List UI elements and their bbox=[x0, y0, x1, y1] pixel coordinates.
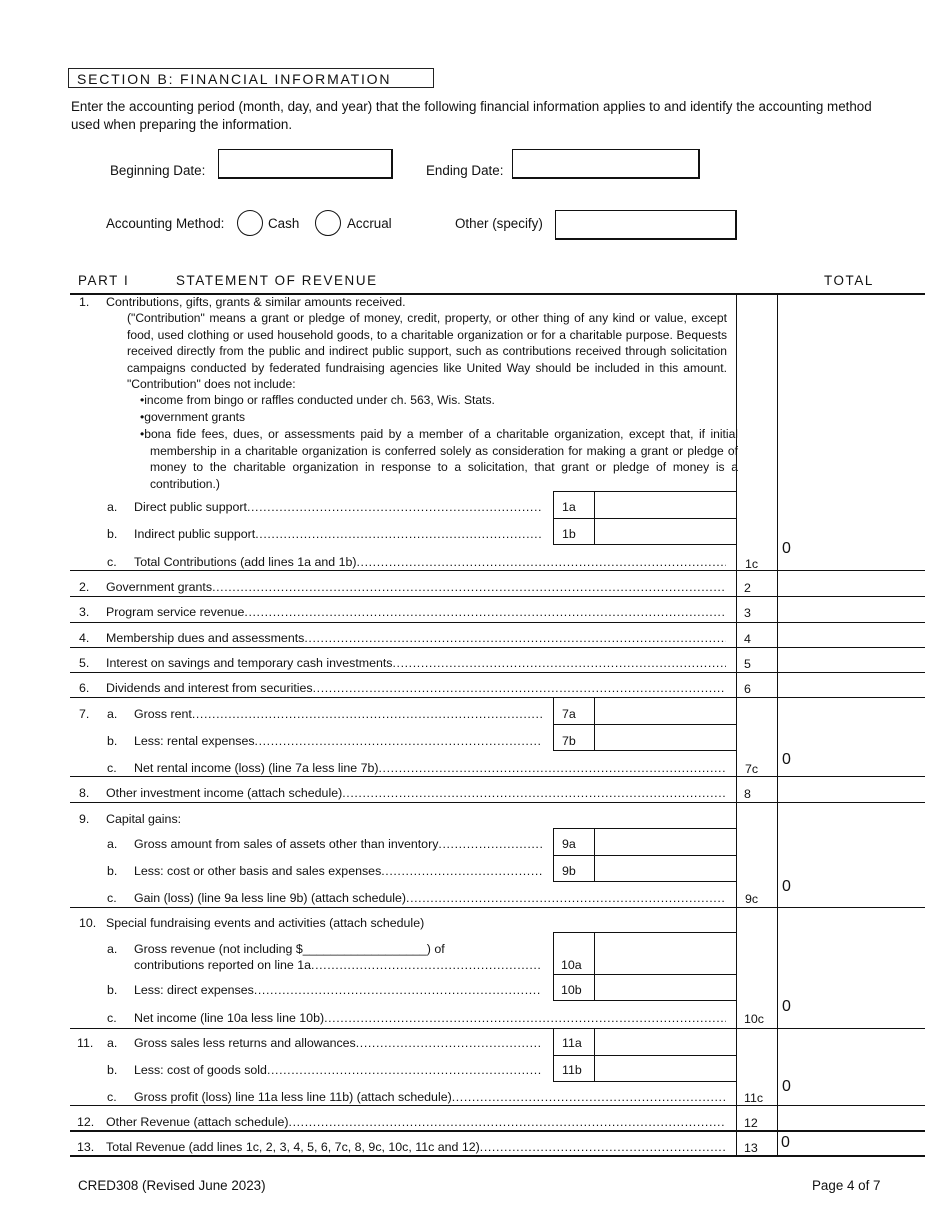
line3-label: Program service revenue bbox=[106, 605, 245, 619]
line12-text bbox=[106, 1115, 726, 1129]
line-letter: b. bbox=[107, 527, 118, 541]
line-letter: c. bbox=[107, 1011, 117, 1025]
line9a-text bbox=[134, 837, 542, 851]
line7a-label: Gross rent bbox=[134, 707, 192, 721]
input-1a[interactable] bbox=[597, 493, 733, 516]
line10b-text bbox=[134, 983, 542, 997]
line-letter: b. bbox=[107, 983, 118, 997]
row-rule bbox=[70, 907, 925, 908]
line-number: 10. bbox=[79, 916, 97, 930]
line-number: 5. bbox=[79, 656, 90, 670]
subtotal-divider bbox=[553, 518, 736, 519]
line-letter: b. bbox=[107, 734, 118, 748]
total-10c[interactable]: 0 bbox=[782, 998, 791, 1015]
code-4: 4 bbox=[744, 632, 751, 646]
input-1b[interactable] bbox=[597, 520, 733, 543]
line10c-label: Net income (line 10a less line 10b) bbox=[134, 1011, 325, 1025]
code-10b: 10b bbox=[561, 983, 582, 997]
bullet-text: government grants bbox=[144, 410, 246, 424]
line1b-label: Indirect public support bbox=[134, 527, 256, 541]
definition-bullet bbox=[140, 409, 738, 426]
row-rule bbox=[70, 672, 925, 673]
input-11a[interactable] bbox=[597, 1030, 733, 1053]
code-3: 3 bbox=[744, 606, 751, 620]
subtotal-divider bbox=[553, 974, 736, 975]
code-9c: 9c bbox=[745, 892, 759, 906]
accrual-radio[interactable] bbox=[315, 210, 341, 236]
code-7b: 7b bbox=[562, 734, 576, 748]
code-12: 12 bbox=[744, 1116, 758, 1130]
line11b-text bbox=[134, 1063, 542, 1077]
line-letter: c. bbox=[107, 555, 117, 569]
line4-text bbox=[106, 631, 726, 645]
row-rule bbox=[70, 622, 925, 623]
code-11b: 11b bbox=[562, 1063, 582, 1077]
code-1c: 1c bbox=[745, 557, 759, 571]
accrual-label: Accrual bbox=[347, 216, 392, 231]
row-rule bbox=[70, 802, 925, 803]
line4-label: Membership dues and assessments bbox=[106, 631, 305, 645]
line11a-label: Gross sales less returns and allowances bbox=[134, 1036, 356, 1050]
line-letter: a. bbox=[107, 707, 118, 721]
line9c-label: Gain (loss) (line 9a less line 9b) (attach schedule) bbox=[134, 891, 407, 905]
line1a-label: Direct public support bbox=[134, 500, 247, 514]
row-rule bbox=[70, 596, 925, 597]
line8-label: Other investment income (attach schedule) bbox=[106, 786, 343, 800]
code-11a: 11a bbox=[562, 1036, 582, 1050]
line3-text bbox=[106, 605, 726, 619]
line10a-text-1: Gross revenue (not including $__________________) of bbox=[134, 942, 445, 956]
code-7c: 7c bbox=[745, 762, 759, 776]
other-method-field[interactable] bbox=[555, 210, 737, 240]
bullet-marker: • bbox=[140, 410, 145, 424]
row-rule bbox=[70, 1105, 925, 1106]
row-rule bbox=[70, 697, 925, 698]
line11c-label: Gross profit (loss) line 11a less line 11b) (attach schedule) bbox=[134, 1090, 452, 1104]
total-13[interactable]: 0 bbox=[781, 1134, 790, 1151]
line-letter: c. bbox=[107, 761, 117, 775]
line-letter: b. bbox=[107, 1063, 118, 1077]
line-number: 4. bbox=[79, 631, 90, 645]
line-number: 8. bbox=[79, 786, 90, 800]
line-number: 6. bbox=[79, 681, 90, 695]
input-7b[interactable] bbox=[597, 726, 733, 749]
page-number: Page 4 of 7 bbox=[812, 1178, 881, 1193]
subtotal-divider bbox=[553, 1028, 554, 1082]
row-rule bbox=[70, 776, 925, 777]
section-title: SECTION B: FINANCIAL INFORMATION bbox=[68, 68, 434, 88]
row-rule bbox=[70, 647, 925, 648]
input-10b[interactable] bbox=[597, 976, 733, 999]
input-9b[interactable] bbox=[597, 857, 733, 880]
line11b-label: Less: cost of goods sold bbox=[134, 1063, 267, 1077]
cash-radio[interactable] bbox=[237, 210, 263, 236]
contribution-definition: ("Contribution" means a grant or pledge of money, credit, property, or other thing of any kind or value, except food, used clothing or used household goods, to a charitable organization or for a charitable purpose. Bequests received directly from the public and indirect public support, such as contributions received through solicitation campaigns conducted by federated fundraising agencies like United Way should be included in this amount. "Contribution" does not include: bbox=[127, 311, 727, 392]
input-9a[interactable] bbox=[597, 830, 733, 853]
line-number: 1. bbox=[79, 295, 90, 309]
line9b-text bbox=[134, 864, 542, 878]
subtotal-divider bbox=[553, 855, 736, 856]
definition-bullet bbox=[140, 392, 738, 409]
subtotal-divider bbox=[553, 697, 554, 751]
cash-label: Cash bbox=[268, 216, 300, 231]
line-number: 9. bbox=[79, 812, 90, 826]
part-label: PART I bbox=[78, 273, 130, 288]
code-10a: 10a bbox=[561, 958, 582, 972]
line7c-label: Net rental income (loss) (line 7a less line 7b) bbox=[134, 761, 379, 775]
line-letter: c. bbox=[107, 891, 117, 905]
line10a-label: contributions reported on line 1a bbox=[134, 958, 312, 972]
ending-date-field[interactable] bbox=[512, 149, 700, 179]
row-rule bbox=[70, 1130, 925, 1132]
line1c-label: Total Contributions (add lines 1a and 1b) bbox=[134, 555, 357, 569]
line6-label: Dividends and interest from securities bbox=[106, 681, 313, 695]
total-11c[interactable]: 0 bbox=[782, 1078, 791, 1095]
line1c-text bbox=[134, 555, 726, 569]
beginning-date-label: Beginning Date: bbox=[110, 163, 206, 178]
row-rule bbox=[70, 570, 925, 571]
line-letter: a. bbox=[107, 942, 118, 956]
bullet-text: bona fide fees, dues, or assessments paid by a member of a charitable organization, except that, if initial membership in a charitable organization is conferred solely as consideration for making a grant or pledge of money to the charitable organization in response to a solicitation, that grant or pledge of money is a contribution.) bbox=[144, 427, 738, 491]
line5-label: Interest on savings and temporary cash investments bbox=[106, 656, 393, 670]
part-title: STATEMENT OF REVENUE bbox=[176, 273, 378, 288]
total-9c[interactable]: 0 bbox=[782, 878, 791, 895]
table-bottom-rule bbox=[70, 1155, 925, 1157]
code-2: 2 bbox=[744, 581, 751, 595]
line5-text bbox=[106, 656, 726, 670]
line-number: 3. bbox=[79, 605, 90, 619]
bullet-marker: • bbox=[140, 393, 145, 407]
line8-text bbox=[106, 786, 726, 800]
input-11b[interactable] bbox=[597, 1057, 733, 1080]
code-1a: 1a bbox=[562, 500, 576, 514]
beginning-date-field[interactable] bbox=[218, 149, 393, 179]
code-5: 5 bbox=[744, 657, 751, 671]
line9b-label: Less: cost or other basis and sales expenses bbox=[134, 864, 382, 878]
line7b-label: Less: rental expenses bbox=[134, 734, 255, 748]
line9c-text bbox=[134, 891, 726, 905]
total-header: TOTAL bbox=[824, 273, 874, 288]
line2-text bbox=[106, 580, 726, 594]
code-10c: 10c bbox=[744, 1012, 764, 1026]
line12-label: Other Revenue (attach schedule) bbox=[106, 1115, 289, 1129]
line10a-text-2 bbox=[134, 958, 542, 972]
line-number: 2. bbox=[79, 580, 90, 594]
subtotal-divider bbox=[553, 724, 736, 725]
line-letter: a. bbox=[107, 837, 118, 851]
total-column-rule bbox=[777, 294, 778, 1156]
line2-label: Government grants bbox=[106, 580, 213, 594]
subtotal-divider bbox=[553, 1055, 736, 1056]
line-letter: b. bbox=[107, 864, 118, 878]
code-7a: 7a bbox=[562, 707, 576, 721]
code-13: 13 bbox=[744, 1141, 758, 1155]
line9-text: Capital gains: bbox=[106, 812, 182, 826]
intro-text: Enter the accounting period (month, day, and year) that the following financial information applies to and identify the accounting method used when preparing the information. bbox=[71, 99, 872, 132]
form-id: CRED308 (Revised June 2023) bbox=[78, 1178, 266, 1193]
line9a-label: Gross amount from sales of assets other than inventory bbox=[134, 837, 439, 851]
subtotal-divider bbox=[594, 932, 595, 1001]
line1a-text bbox=[134, 500, 542, 514]
code-9b: 9b bbox=[562, 864, 576, 878]
accounting-method-label: Accounting Method: bbox=[106, 216, 225, 231]
line10-text: Special fundraising events and activities (attach schedule) bbox=[106, 916, 425, 930]
ending-date-label: Ending Date: bbox=[426, 163, 504, 178]
line6-text bbox=[106, 681, 726, 695]
line10b-label: Less: direct expenses bbox=[134, 983, 254, 997]
line-number: 13. bbox=[77, 1140, 95, 1154]
line7c-text bbox=[134, 761, 726, 775]
line13-text bbox=[106, 1140, 726, 1154]
line13-label: Total Revenue (add lines 1c, 2, 3, 4, 5, 6, 7c, 8, 9c, 10c, 11c and 12) bbox=[106, 1140, 480, 1154]
line7b-text bbox=[134, 734, 542, 748]
code-1b: 1b bbox=[562, 527, 576, 541]
bullet-text: income from bingo or raffles conducted under ch. 563, Wis. Stats. bbox=[144, 393, 495, 407]
line10c-text bbox=[134, 1011, 726, 1025]
code-9a: 9a bbox=[562, 837, 576, 851]
code-6: 6 bbox=[744, 682, 751, 696]
line11a-text bbox=[134, 1036, 542, 1050]
line-letter: a. bbox=[107, 1036, 118, 1050]
code-8: 8 bbox=[744, 787, 751, 801]
input-7a[interactable] bbox=[597, 699, 733, 722]
line7a-text bbox=[134, 707, 542, 721]
total-7c[interactable]: 0 bbox=[782, 751, 791, 768]
line-number: 11. bbox=[77, 1036, 94, 1050]
line1-text: Contributions, gifts, grants & similar amounts received. bbox=[106, 295, 406, 309]
other-method-label: Other (specify) bbox=[455, 216, 543, 231]
line11c-text bbox=[134, 1090, 726, 1104]
bullet-marker: • bbox=[140, 427, 145, 441]
total-1c[interactable]: 0 bbox=[782, 540, 791, 557]
line-letter: a. bbox=[107, 500, 118, 514]
input-10a[interactable] bbox=[597, 934, 733, 972]
definition-bullet bbox=[140, 426, 738, 492]
code-11c: 11c bbox=[744, 1091, 764, 1105]
line-number: 7. bbox=[79, 707, 90, 721]
row-rule bbox=[70, 1028, 925, 1029]
line1b-text bbox=[134, 527, 542, 541]
line-letter: c. bbox=[107, 1090, 117, 1104]
line-number: 12. bbox=[77, 1115, 95, 1129]
